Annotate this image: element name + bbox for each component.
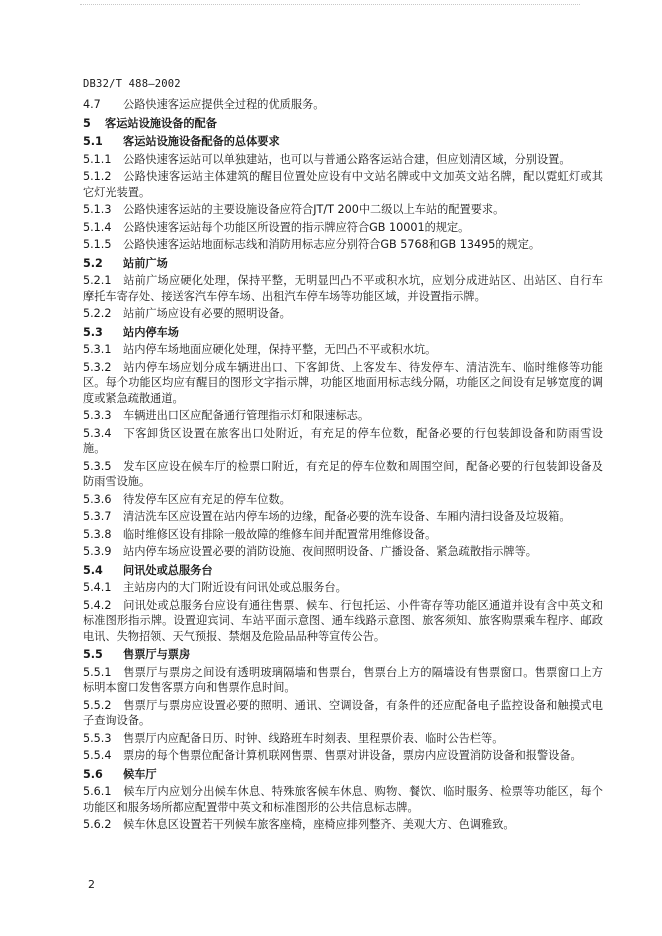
clause-paragraph bbox=[83, 492, 603, 508]
clause-text: 客运站设施设备的配备 bbox=[105, 116, 217, 130]
document-body bbox=[83, 97, 603, 835]
clause-text: 清洁洗车区应设置在站内停车场的边缘，配备必要的洗车设备、车厢内清扫设备及垃圾箱。 bbox=[123, 510, 571, 523]
clause-number: 5.3.9 bbox=[83, 545, 112, 558]
clause-text: 站前广场应硬化处理，保持平整，无明显凹凸不平或积水坑，应划分成进站区、出站区、自行车摩托车寄存处、接送客汽车停车场、出租汽车停车场等功能区域，并设置指示牌。 bbox=[83, 274, 603, 303]
clause-text: 下客卸货区设置在旅客出口处附近，有充足的停车位数，配备必要的行包装卸设备和防雨雪设施。 bbox=[83, 426, 603, 455]
section-heading bbox=[83, 563, 603, 579]
clause-text: 待发停车区应有充足的停车位数。 bbox=[123, 492, 291, 506]
clause-text: 公路快速客运应提供全过程的优质服务。 bbox=[123, 98, 325, 111]
clause-text: 主站房内的大门附近设有问讯处或总服务台。 bbox=[123, 581, 347, 594]
section-heading bbox=[83, 325, 603, 341]
clause-number: 5.3.2 bbox=[83, 360, 112, 374]
clause-paragraph bbox=[83, 784, 603, 815]
clause-number: 5.4.1 bbox=[83, 581, 112, 594]
clause-paragraph bbox=[83, 426, 603, 457]
clause-paragraph bbox=[83, 220, 603, 236]
clause-text: 售票厅内应配备日历、时钟、线路班车时刻表、里程票价表、临时公告栏等。 bbox=[123, 731, 504, 745]
clause-number: 5.5.2 bbox=[83, 698, 112, 712]
clause-text: 站内停车场地面应硬化处理，保持平整，无凹凸不平或积水坑。 bbox=[123, 343, 437, 356]
clause-text: 候车休息区设置若干列候车旅客座椅，座椅应排列整齐、美观大方、色调雅致。 bbox=[123, 818, 515, 831]
clause-number: 5.1.5 bbox=[83, 238, 112, 251]
clause-text: 公路快速客运站每个功能区所设置的指示牌应符合GB 10001的规定。 bbox=[123, 220, 470, 234]
clause-number: 5.5.1 bbox=[83, 665, 112, 679]
clause-text: 售票厅与票房之间设有透明玻璃隔墙和售票台，售票台上方的隔墙设有售票窗口。售票窗口上方标明本窗口发售客票方向和售票作息时间。 bbox=[83, 665, 603, 694]
clause-text: 发车区应设在候车厅的检票口附近，有充足的停车位数和周围空间，配备必要的行包装卸设备及防雨雪设施。 bbox=[83, 459, 603, 488]
clause-number: 5.2.2 bbox=[83, 307, 112, 320]
clause-text: 站内停车场应划分成车辆进出口、下客卸货、上客发车、待发停车、清洁洗车、临时维修等功能区。每个功能区均应有醒目的图形文字指示牌，功能区地面用标志线分隔，功能区之间设有足够宽度的调度或紧急疏散通道。 bbox=[83, 360, 603, 405]
clause-number: 5.3.1 bbox=[83, 343, 112, 356]
clause-text: 车辆进出口区应配备通行管理指示灯和限速标志。 bbox=[123, 409, 370, 422]
clause-paragraph bbox=[83, 580, 603, 596]
clause-number: 5.6 bbox=[83, 767, 103, 781]
clause-paragraph bbox=[83, 527, 603, 543]
clause-text: 公路快速客运站主体建筑的醒目位置处应设有中文站名牌或中文加英文站名牌，配以霓虹灯或其它灯光装置。 bbox=[83, 170, 603, 199]
clause-paragraph bbox=[83, 731, 603, 747]
clause-number: 5.5.4 bbox=[83, 749, 112, 762]
clause-number: 5.3.6 bbox=[83, 492, 112, 506]
clause-paragraph bbox=[83, 202, 603, 218]
clause-number: 5.6.2 bbox=[83, 818, 112, 831]
clause-number: 5.1.4 bbox=[83, 220, 112, 234]
clause-number: 5.5.3 bbox=[83, 731, 112, 745]
clause-number: 5.2.1 bbox=[83, 274, 112, 287]
clause-number: 5.5 bbox=[83, 648, 103, 661]
clause-number: 5.2 bbox=[83, 256, 103, 270]
clause-paragraph bbox=[83, 360, 603, 407]
clause-number: 5.1 bbox=[83, 135, 103, 148]
clause-paragraph bbox=[83, 698, 603, 729]
section-heading bbox=[83, 116, 603, 132]
clause-number: 5.3.8 bbox=[83, 527, 112, 541]
clause-number: 5.1.1 bbox=[83, 152, 112, 166]
clause-paragraph bbox=[83, 273, 603, 304]
clause-text: 客运站设施设备配备的总体要求 bbox=[123, 135, 280, 148]
clause-paragraph bbox=[83, 169, 603, 200]
clause-text: 站内停车场应设置必要的消防设施、夜间照明设备、广播设备、紧急疏散指示牌等。 bbox=[123, 545, 537, 558]
clause-text: 站前广场 bbox=[123, 256, 168, 270]
clause-text: 售票厅与票房应设置必要的照明、通讯、空调设备，有条件的还应配备电子监控设备和触摸式电 子查询设备。 bbox=[83, 698, 603, 727]
clause-paragraph bbox=[83, 237, 603, 253]
header-rule bbox=[80, 4, 580, 7]
clause-number: 5.1.2 bbox=[83, 170, 112, 183]
section-heading bbox=[83, 647, 603, 663]
clause-text: 站内停车场 bbox=[123, 325, 179, 339]
clause-paragraph bbox=[83, 544, 603, 560]
clause-text: 问讯处或总服务台 bbox=[123, 563, 213, 577]
clause-paragraph bbox=[83, 598, 603, 645]
clause-paragraph bbox=[83, 152, 603, 168]
clause-text: 售票厅与票房 bbox=[123, 648, 191, 661]
clause-text: 候车厅内应划分出候车休息、特殊旅客候车休息、购物、餐饮、临时服务、检票等功能区，每个功能区和服务场所都应配置带中英文和标准图形的公共信息标志牌。 bbox=[83, 785, 603, 814]
clause-paragraph bbox=[83, 748, 603, 764]
clause-text: 公路快速客运站可以单独建站，也可以与普通公路客运站合建，但应划清区域，分别设置。 bbox=[123, 152, 571, 166]
clause-text: 临时维修区设有排除一般故障的维修车间并配置常用维修设备。 bbox=[123, 527, 437, 541]
clause-number: 5.6.1 bbox=[83, 785, 112, 798]
clause-number: 5.3.7 bbox=[83, 510, 112, 523]
section-heading bbox=[83, 256, 603, 272]
clause-paragraph bbox=[83, 509, 603, 525]
document-id: DB32/T 488—2002 bbox=[83, 78, 181, 90]
clause-number: 5.4 bbox=[83, 563, 103, 577]
clause-number: 5.3 bbox=[83, 325, 103, 339]
clause-paragraph bbox=[83, 459, 603, 490]
section-heading bbox=[83, 767, 603, 783]
clause-number: 5.4.2 bbox=[83, 598, 112, 612]
clause-number: 5.3.4 bbox=[83, 426, 112, 440]
clause-text: 站前广场应设有必要的照明设备。 bbox=[123, 307, 291, 320]
clause-text: 票房的每个售票位配备计算机联网售票、售票对讲设备，票房内应设置消防设备和报警设备。 bbox=[123, 749, 582, 762]
clause-paragraph bbox=[83, 306, 603, 322]
clause-text: 公路快速客运站的主要设施设备应符合JT/T 200中二级以上车站的配置要求。 bbox=[123, 203, 505, 216]
clause-number: 5.3.3 bbox=[83, 409, 112, 422]
clause-text: 公路快速客运站地面标志线和消防用标志应分别符合GB 5768和GB 13495的规定。 bbox=[123, 238, 541, 251]
clause-number: 5.1.3 bbox=[83, 203, 112, 216]
clause-paragraph bbox=[83, 342, 603, 358]
clause-number: 5 bbox=[83, 116, 91, 130]
clause-number: 5.3.5 bbox=[83, 459, 112, 473]
clause-paragraph bbox=[83, 665, 603, 696]
clause-number: 4.7 bbox=[83, 98, 101, 111]
clause-paragraph bbox=[83, 97, 603, 113]
page-number: 2 bbox=[88, 878, 95, 891]
clause-paragraph bbox=[83, 408, 603, 424]
clause-paragraph bbox=[83, 817, 603, 833]
clause-text: 问讯处或总服务台应设有通往售票、候车、行包托运、小件寄存等功能区通道并设有含中英文和标准图形指示牌。设置迎宾词、车站平面示意图、通车线路示意图、旅客须知、旅客购票乘车程序、邮政电讯、失物招领、天气预报、禁烟及危险品品种等宣传公告。 bbox=[83, 598, 603, 643]
section-heading bbox=[83, 134, 603, 150]
clause-text: 候车厅 bbox=[123, 767, 157, 781]
